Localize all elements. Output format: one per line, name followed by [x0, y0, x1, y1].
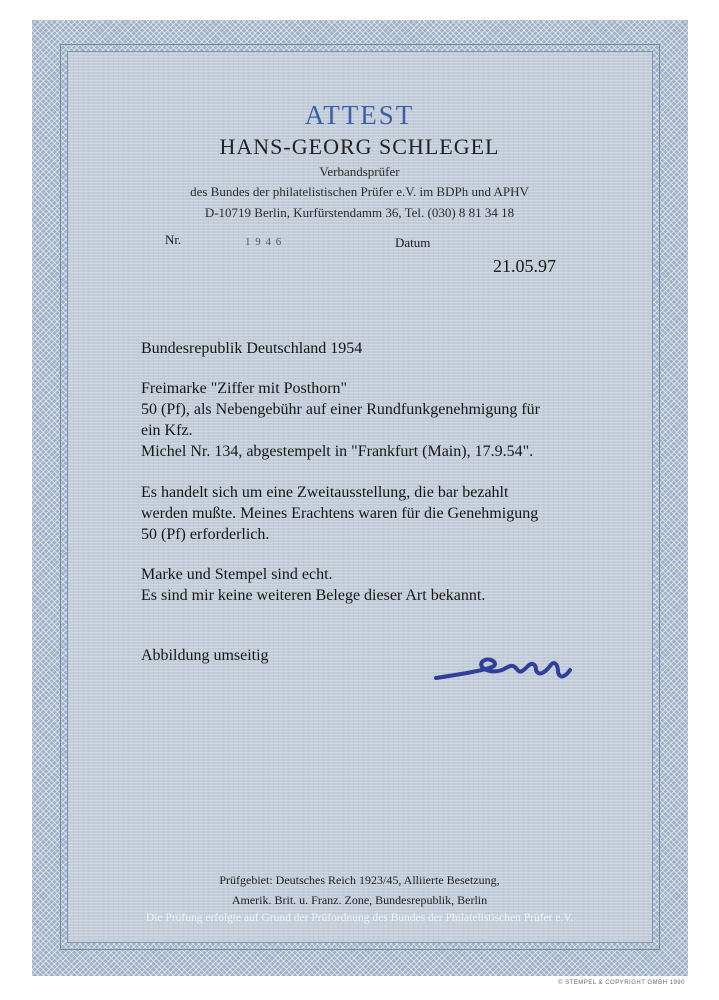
body-line: Freimarke "Ziffer mit Posthorn" [141, 380, 348, 397]
body-line: 50 (Pf), als Nebengebühr auf einer Rundfunkgenehmigung für [141, 401, 540, 418]
body-line: Marke und Stempel sind echt. [141, 566, 333, 583]
body-line: Es handelt sich um eine Zweitausstellung, die bar bezahlt [141, 484, 509, 501]
body-line: Abbildung umseitig [141, 647, 269, 664]
body-line: Es sind mir keine weiteren Belege dieser Art bekannt. [141, 587, 486, 604]
date-label: Datum [395, 235, 431, 250]
body-line: 50 (Pf) erforderlich. [141, 526, 270, 543]
address-line: D-10719 Berlin, Kurfürstendamm 36, Tel. (030) 8 81 34 18 [204, 205, 515, 220]
footer-line: Amerik. Brit. u. Franz. Zone, Bundesrepublik, Berlin [231, 893, 488, 907]
examiner-name: HANS-GEORG SCHLEGEL [219, 134, 500, 159]
date-value: 21.05.97 [493, 256, 556, 276]
footer-line: Die Prüfung erfolgte auf Grund der Prüfordnung des Bundes der Philatelistischen Prüfer e.V. [145, 912, 574, 924]
body-line: Bundesrepublik Deutschland 1954 [141, 340, 363, 357]
number-value: 1 9 4 6 [245, 236, 283, 248]
examiner-role: Verbandsprüfer [319, 164, 400, 179]
handwritten-signature [432, 652, 574, 686]
body-line: werden mußte. Meines Erachtens waren für die Genehmigung [141, 505, 539, 522]
number-label: Nr. [165, 232, 182, 247]
certificate-title: ATTEST [304, 100, 415, 130]
copyright-note: © STEMPEL & COPYRIGHT GMBH 1990 [558, 980, 685, 986]
body-line: Michel Nr. 134, abgestempelt in "Frankfurt (Main), 17.9.54". [141, 443, 534, 460]
body-line: ein Kfz. [141, 422, 193, 439]
footer-line: Prüfgebiet: Deutsches Reich 1923/45, Alliierte Besetzung, [219, 873, 500, 887]
association-line: des Bundes der philatelistischen Prüfer e.V. im BDPh und APHV [190, 184, 529, 199]
